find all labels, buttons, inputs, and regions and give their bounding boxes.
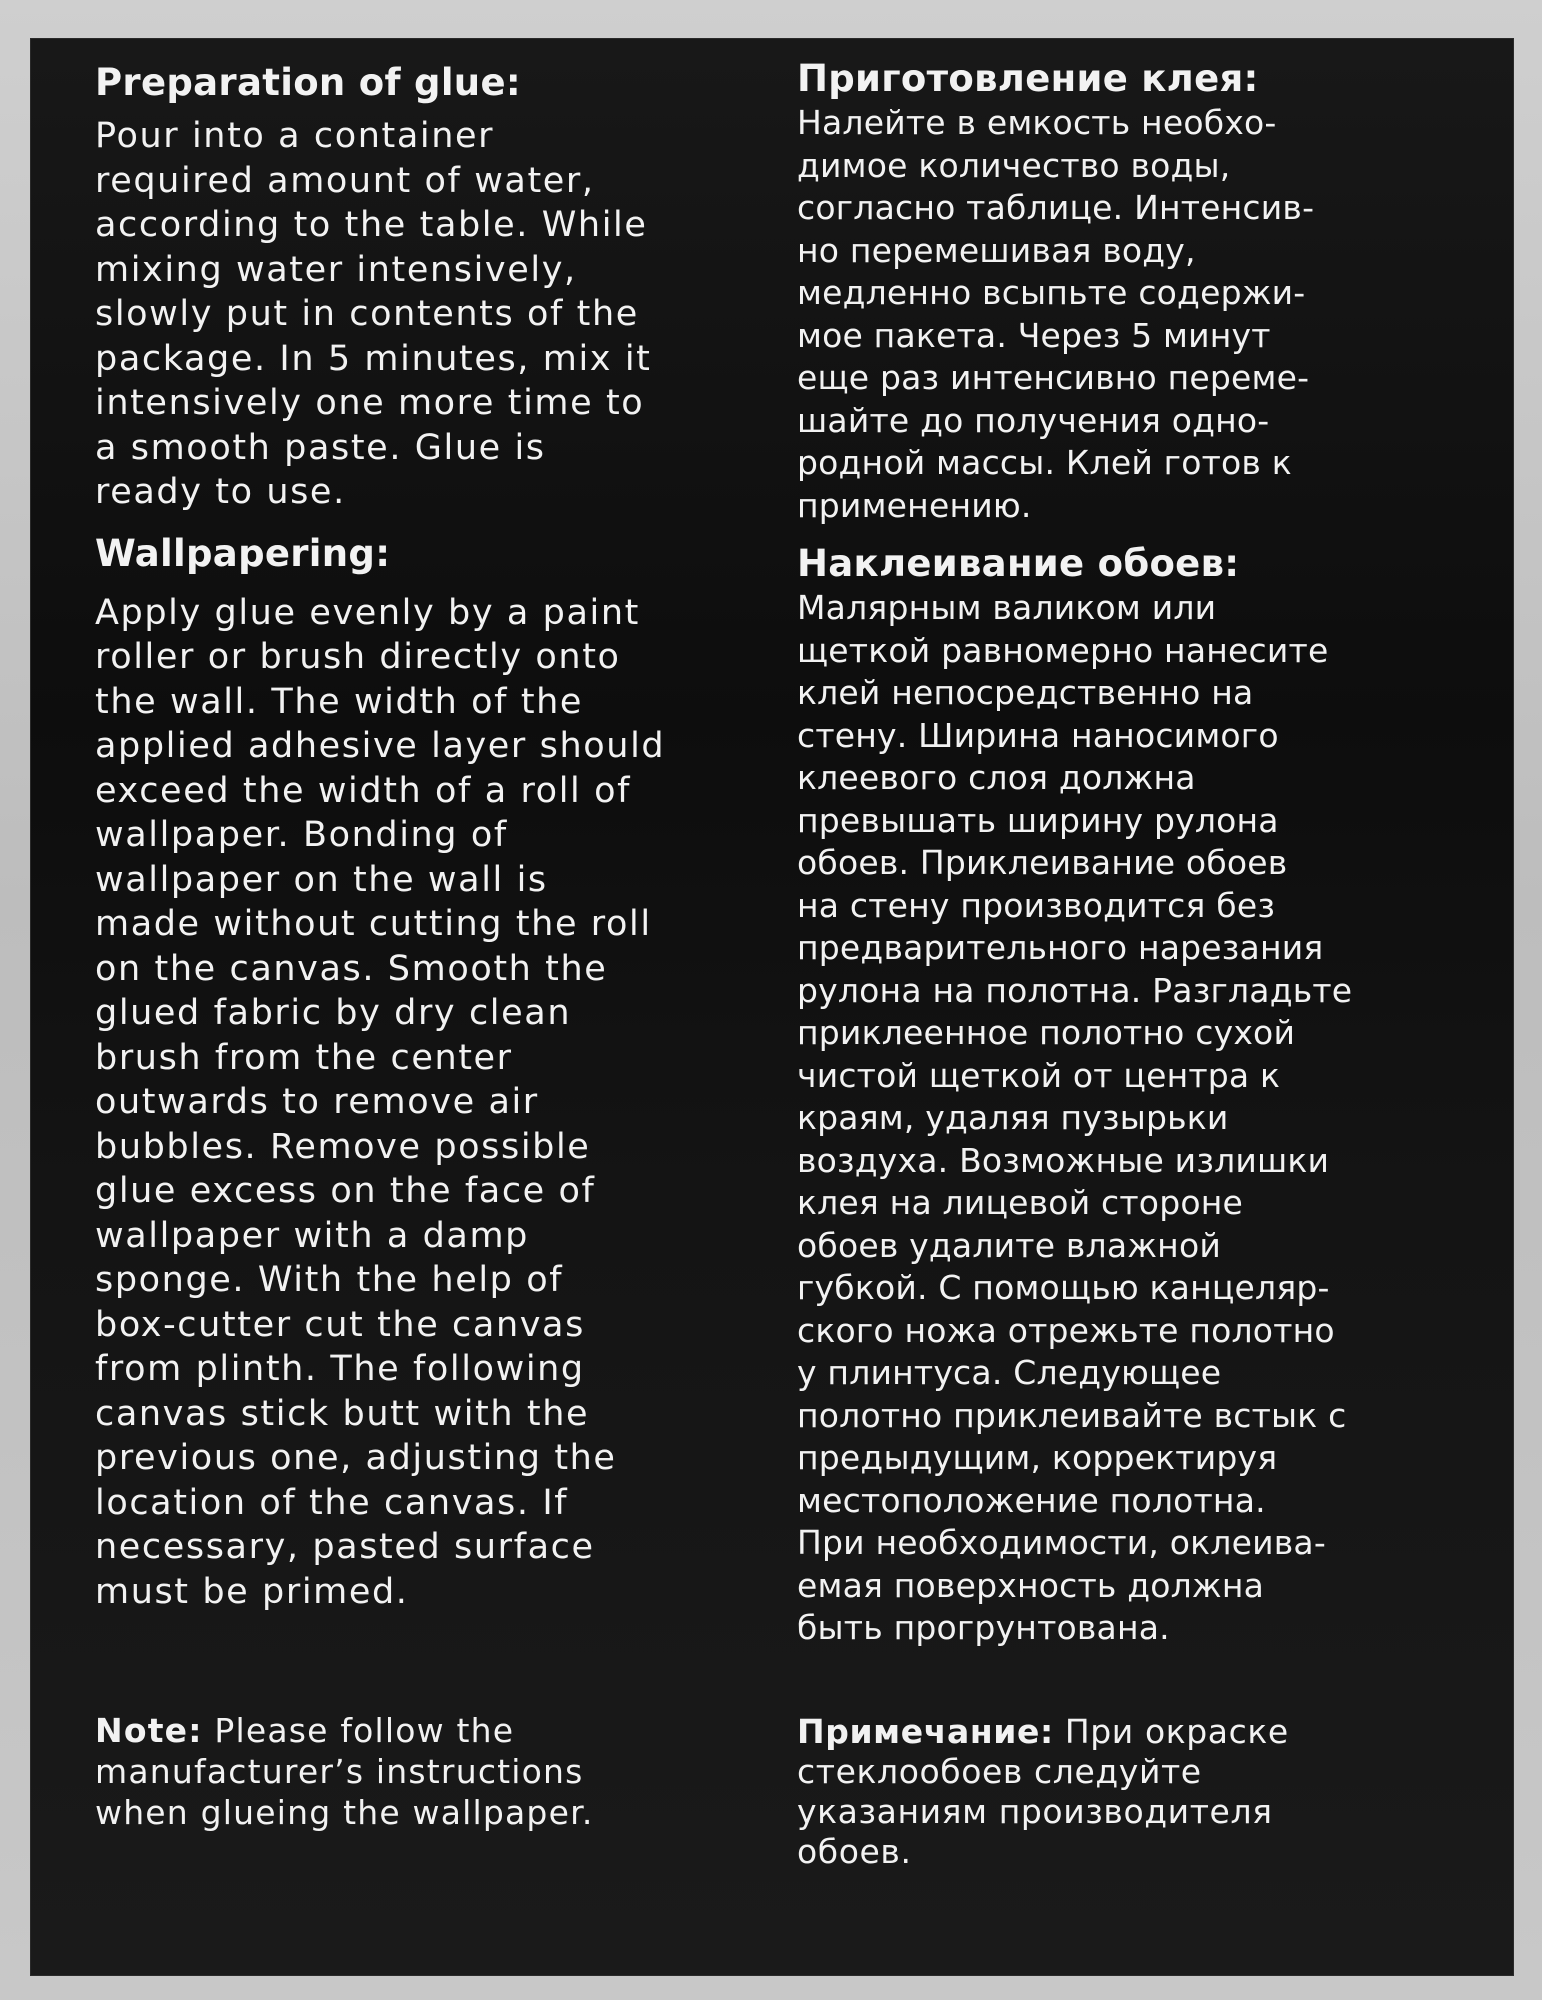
- preparation-heading-en: Preparation of glue:: [95, 61, 521, 104]
- wallpapering-heading-ru: Наклеивание обоев:: [797, 542, 1240, 585]
- preparation-text-ru: Налейте в емкость необхо- димое количество воды, согласно таблице. Интенсив- но перемешивая воду, медленно всыпьте содержи- мое пакета. Через 5 минут еще раз интенсивно переме- шайте до получения одно- родной массы. Клей готов к применению.: [797, 103, 1315, 525]
- note-text-en: Please follow the manufacturer’s instructions when glueing the wallpaper.: [95, 1711, 594, 1832]
- wallpapering-text-ru: Малярным валиком или щеткой равномерно нанесите клей непосредственно на стену. Ширина наносимого клеевого слоя должна превышать ширину рулона обоев. Приклеивание обоев на стену производится без предварительного нарезания рулона на полотна. Разгладьте приклеенное полотно сухой чистой щеткой от центра к краям, удаляя пузырьки воздуха. Возможные излишки клея на лицевой стороне обоев удалите влажной губкой. С помощью канцеляр- ского ножа отрежьте полотно у плинтуса. Следующее полотно приклеивайте встык с предыдущим, корректируя местоположение полотна. При необходимости, оклеива- емая поверхность должна быть прогрунтована.: [797, 588, 1353, 1647]
- note-text-ru: При окраске стеклообоев следуйте указаниям производителя обоев.: [797, 1712, 1289, 1871]
- preparation-heading-ru: Приготовление клея:: [797, 57, 1259, 100]
- english-column: [95, 60, 735, 1614]
- note-label-en: Note:: [95, 1711, 203, 1750]
- preparation-text-en: Pour into a container required amount of water, according to the table. While mixing water intensively, slowly put in contents of the package. In 5 minutes, mix it intensively one more time to a smooth paste. Glue is ready to use.: [95, 116, 652, 512]
- russian-column: [797, 56, 1437, 1650]
- wallpapering-text-en: Apply glue evenly by a paint roller or brush directly onto the wall. The width of the applied adhesive layer should exceed the width of a roll of wallpaper. Bonding of wallpaper on the wall is made without cutting the roll on the canvas. Smooth the glued fabric by dry clean brush from the center outwards to remove air bubbles. Remove possible glue excess on the face of wallpaper with a damp sponge. With the help of box-cutter cut the canvas from plinth. The following canvas stick butt with the previous one, adjusting the location of the canvas. If necessary, pasted surface must be primed.: [95, 592, 666, 1612]
- note-ru: [797, 1712, 1437, 1872]
- note-label-ru: Примечание:: [797, 1712, 1054, 1751]
- wallpapering-heading-en: Wallpapering:: [95, 531, 391, 575]
- note-en: [95, 1710, 735, 1833]
